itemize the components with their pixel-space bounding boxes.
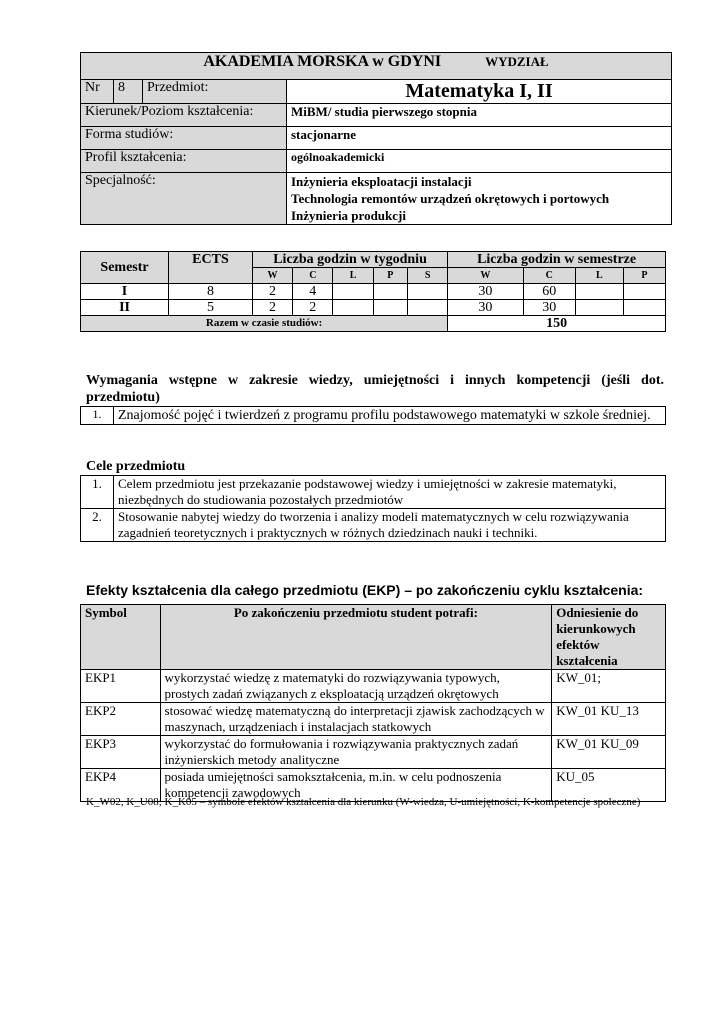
wymagania-title: Wymagania wstępne w zakresie wiedzy, umiejętności i innych kompetencji (jeśli dot. przedmiotu) — [86, 373, 664, 405]
row-c: 4 — [293, 284, 333, 300]
specjalnosc-item: Inżynieria eksploatacji instalacji — [291, 174, 472, 189]
ekp-odn: KW_01; — [552, 670, 666, 703]
sub-header: P — [373, 268, 407, 284]
forma-value: stacjonarne — [287, 127, 672, 150]
row-w: 2 — [252, 284, 292, 300]
akademia-title: AKADEMIA MORSKA w GDYNI — [203, 53, 442, 70]
row-semestr: II — [81, 300, 169, 316]
ekp-opis: wykorzystać wiedzę z matematyki do rozwiązywania typowych, prostych zadań związanych z eksploatacją urządzeń okrętowych — [160, 670, 552, 703]
sub-header: W — [448, 268, 523, 284]
row-w: 2 — [252, 300, 292, 316]
row-semestr: I — [81, 284, 169, 300]
sub-header: P — [623, 268, 665, 284]
row-p — [373, 300, 407, 316]
row-sem-l — [575, 284, 623, 300]
sub-header: C — [293, 268, 333, 284]
kierunek-label: Kierunek/Poziom kształcenia: — [81, 104, 287, 127]
course-header-table — [80, 52, 672, 225]
ekp-odn: KW_01 KU_13 — [552, 703, 666, 736]
specjalnosc-item: Technologia remontów urządzeń okrętowych i portowych — [291, 191, 610, 206]
ekp-opis: stosować wiedzę matematyczną do interpretacji zjawisk zachodzących w maszynach, urządzeniach i instalacjach statkowych — [160, 703, 552, 736]
ekp-opis: posiada umiejętności samokształcenia, m.in. w celu podnoszenia kompetencji zawodowych — [160, 769, 552, 802]
row-s — [408, 300, 448, 316]
ekp-symbol: EKP3 — [81, 736, 161, 769]
row-sem-p — [623, 300, 665, 316]
przedmiot-value: Matematyka I, II — [287, 80, 672, 104]
ekp-symbol: EKP2 — [81, 703, 161, 736]
row-sem-c: 60 — [523, 284, 575, 300]
row-sem-p — [623, 284, 665, 300]
col-odn: Odniesienie do kierunkowych efektów kształcenia — [552, 605, 666, 670]
semestr-header: Semestr — [81, 252, 169, 284]
kierunek-value: MiBM/ studia pierwszego stopnia — [287, 104, 672, 127]
semestr-hours-header: Liczba godzin w semestrze — [448, 252, 666, 268]
col-symbol: Symbol — [81, 605, 161, 670]
efekty-footnote: K_W02, K_U08; K_K05 – symbole efektów kształcenia dla kierunku (W-wiedza, U-umiejętności, K-kompetencje społeczne) — [86, 796, 641, 808]
cel-text: Celem przedmiotu jest przekazanie podstawowej wiedzy i umiejętności w zakresie matematyki, niezbędnych do studiowania pozostałych przedmiotów — [114, 476, 666, 509]
specjalnosc-item: Inżynieria produkcji — [291, 208, 406, 223]
hours-table — [80, 251, 666, 332]
cele-table — [80, 475, 666, 542]
header-title-cell — [81, 53, 672, 80]
row-s — [408, 284, 448, 300]
row-sem-w: 30 — [448, 300, 523, 316]
ekp-opis: wykorzystać do formułowania i rozwiązywania praktycznych zadań inżynierskich metody analityczne — [160, 736, 552, 769]
wymagania-text: Znajomość pojęć i twierdzeń z programu profilu podstawowego matematyki w szkole średniej. — [114, 407, 666, 425]
efekty-table — [80, 604, 666, 802]
specjalnosc-label: Specjalność: — [81, 173, 287, 225]
row-ects: 5 — [169, 300, 253, 316]
row-c: 2 — [293, 300, 333, 316]
col-opis: Po zakończeniu przedmiotu student potrafi: — [160, 605, 552, 670]
sub-header: C — [523, 268, 575, 284]
ekp-symbol: EKP1 — [81, 670, 161, 703]
ects-header: ECTS — [169, 252, 253, 284]
nr-label: Nr — [81, 80, 114, 104]
row-sem-c: 30 — [523, 300, 575, 316]
razem-value: 150 — [448, 316, 666, 332]
ekp-odn: KU_05 — [552, 769, 666, 802]
ekp-odn: KW_01 KU_09 — [552, 736, 666, 769]
sub-header: W — [252, 268, 292, 284]
profil-label: Profil kształcenia: — [81, 150, 287, 173]
sub-header: S — [408, 268, 448, 284]
row-sem-l — [575, 300, 623, 316]
cel-no: 2. — [81, 509, 114, 542]
specjalnosc-value — [287, 173, 672, 225]
sub-header: L — [333, 268, 373, 284]
wymagania-no: 1. — [81, 407, 114, 425]
row-ects: 8 — [169, 284, 253, 300]
nr-value: 8 — [114, 80, 143, 104]
przedmiot-label: Przedmiot: — [143, 80, 287, 104]
razem-label: Razem w czasie studiów: — [81, 316, 448, 332]
sub-header: L — [575, 268, 623, 284]
tydzien-header: Liczba godzin w tygodniu — [252, 252, 447, 268]
cel-no: 1. — [81, 476, 114, 509]
row-l — [333, 300, 373, 316]
efekty-title: Efekty kształcenia dla całego przedmiotu (EKP) – po zakończeniu cyklu kształcenia: — [86, 582, 644, 598]
row-sem-w: 30 — [448, 284, 523, 300]
forma-label: Forma studiów: — [81, 127, 287, 150]
cele-title: Cele przedmiotu — [86, 459, 186, 474]
wymagania-table — [80, 406, 666, 425]
row-p — [373, 284, 407, 300]
ekp-symbol: EKP4 — [81, 769, 161, 802]
cel-text: Stosowanie nabytej wiedzy do tworzenia i analizy modeli matematycznych w celu rozwiązywania zagadnień teoretycznych i praktycznych w różnych dziedzinach nauki i techniki. — [114, 509, 666, 542]
profil-value: ogólnoakademicki — [287, 150, 672, 173]
wydzial-label: WYDZIAŁ — [485, 54, 549, 69]
row-l — [333, 284, 373, 300]
